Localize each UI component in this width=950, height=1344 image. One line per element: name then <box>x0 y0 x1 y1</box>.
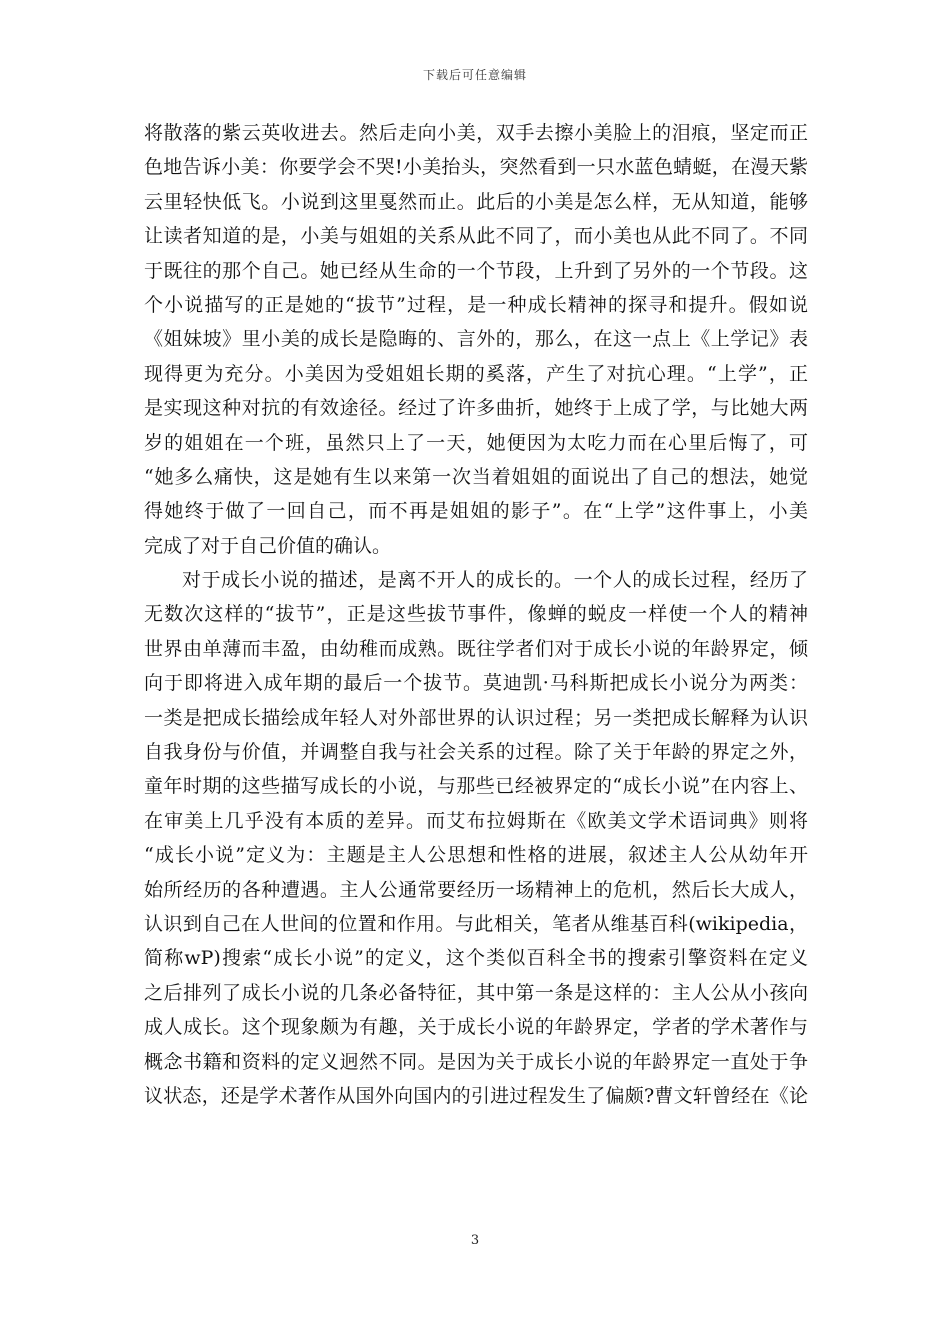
document-body <box>144 116 808 1113</box>
text-line: 云里轻快低飞。小说到这里戛然而止。此后的小美是怎么样，无从知道，能够 <box>144 190 808 213</box>
text-line: 岁的姐姐在一个班，虽然只上了一天，她便因为太吃力而在心里后悔了，可 <box>144 431 808 454</box>
text-line: 议状态，还是学术著作从国外向国内的引进过程发生了偏颇?曹文轩曾经在《论 <box>144 1084 808 1107</box>
text-line: “她多么痛快，这是她有生以来第一次当着姐姐的面说出了自己的想法，她觉 <box>144 465 808 488</box>
text-line: 自我身份与价值，并调整自我与社会关系的过程。除了关于年龄的界定之外， <box>144 741 808 764</box>
text-line: 认识到自己在人世间的位置和作用。与此相关，笔者从维基百科(wikipedia， <box>144 912 808 935</box>
text-line: 成人成长。这个现象颇为有趣，关于成长小说的年龄界定，学者的学术著作与 <box>144 1016 808 1039</box>
text-line: 向于即将进入成年期的最后一个拔节。莫迪凯·马科斯把成长小说分为两类： <box>144 672 808 695</box>
text-line: 于既往的那个自己。她已经从生命的一个节段，上升到了另外的一个节段。这 <box>144 259 808 282</box>
text-line: 个小说描写的正是她的“拔节”过程，是一种成长精神的探寻和提升。假如说 <box>144 293 808 316</box>
text-line: 始所经历的各种遭遇。主人公通常要经历一场精神上的危机，然后长大成人， <box>144 878 808 901</box>
paragraph-1 <box>144 116 808 563</box>
text-line: 无数次这样的“拔节”，正是这些拔节事件，像蝉的蜕皮一样使一个人的精神 <box>144 603 808 626</box>
text-line: 对于成长小说的描述，是离不开人的成长的。一个人的成长过程，经历了 <box>182 569 808 592</box>
page-number: 3 <box>470 1233 480 1248</box>
paragraph-2 <box>144 563 808 1113</box>
text-line: 现得更为充分。小美因为受姐姐长期的奚落，产生了对抗心理。“上学”，正 <box>144 362 808 385</box>
text-line: 简称wP)搜索“成长小说”的定义，这个类似百科全书的搜索引擎资料在定义 <box>144 947 808 970</box>
text-line: 完成了对于自己价值的确认。 <box>144 534 392 557</box>
text-line: 概念书籍和资料的定义迥然不同。是因为关于成长小说的年龄界定一直处于争 <box>144 1050 808 1073</box>
text-line: 之后排列了成长小说的几条必备特征，其中第一条是这样的：主人公从小孩向 <box>144 981 808 1004</box>
text-line: 童年时期的这些描写成长的小说，与那些已经被界定的“成长小说”在内容上、 <box>144 775 808 798</box>
text-line: 世界由单薄而丰盈，由幼稚而成熟。既往学者们对于成长小说的年龄界定，倾 <box>144 637 808 660</box>
text-line: 得她终于做了一回自己，而不再是姐姐的影子”。在“上学”这件事上，小美 <box>144 500 808 523</box>
text-line: 一类是把成长描绘成年轻人对外部世界的认识过程；另一类把成长解释为认识 <box>144 706 808 729</box>
text-line: “成长小说”定义为：主题是主人公思想和性格的进展，叙述主人公从幼年开 <box>144 844 808 867</box>
text-line: 让读者知道的是，小美与姐姐的关系从此不同了，而小美也从此不同了。不同 <box>144 225 808 248</box>
text-line: 色地告诉小美：你要学会不哭!小美抬头，突然看到一只水蓝色蜻蜓，在漫天紫 <box>144 156 808 179</box>
page-header: 下载后可任意编辑 <box>422 68 527 82</box>
text-line: 《姐妹坡》里小美的成长是隐晦的、言外的，那么，在这一点上《上学记》表 <box>144 328 808 351</box>
text-line: 在审美上几乎没有本质的差异。而艾布拉姆斯在《欧美文学术语词典》则将 <box>144 809 808 832</box>
text-line: 将散落的紫云英收进去。然后走向小美，双手去擦小美脸上的泪痕，坚定而正 <box>144 122 808 144</box>
text-line: 是实现这种对抗的有效途径。经过了许多曲折，她终于上成了学，与比她大两 <box>144 397 808 420</box>
